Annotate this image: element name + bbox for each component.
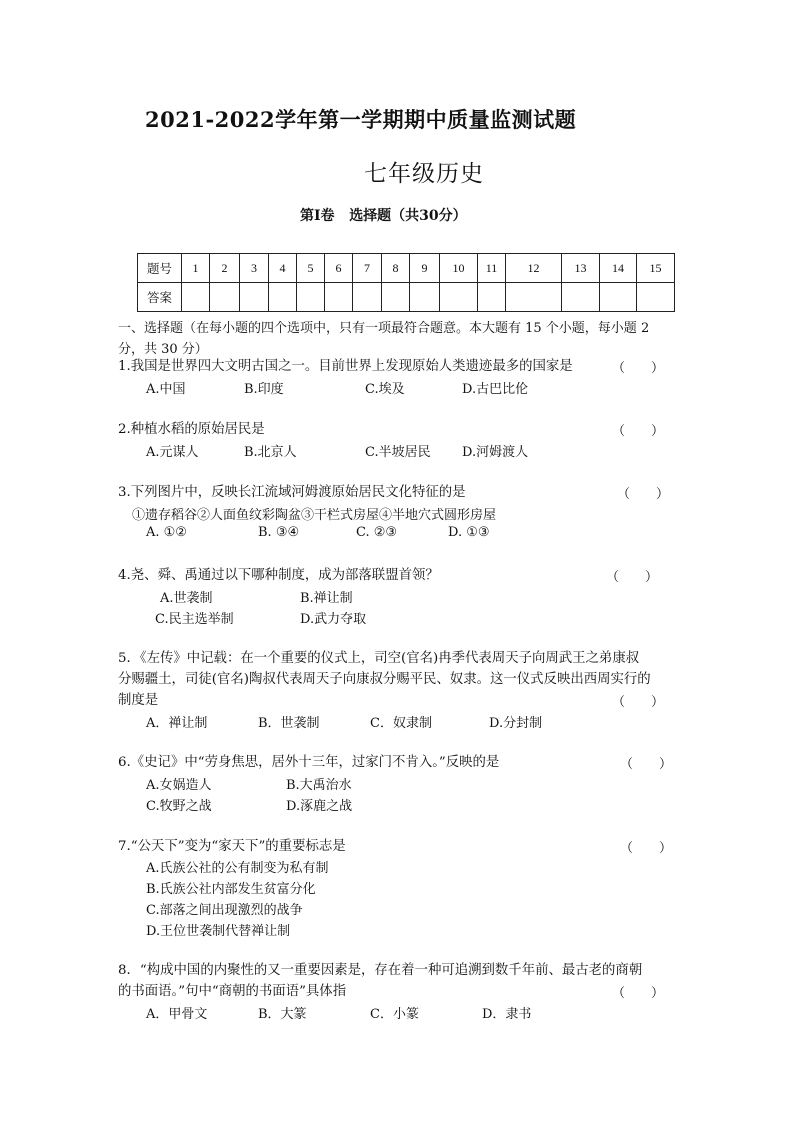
question-3-items: ①遗存稻谷②人面鱼纹彩陶盆③干栏式房屋④半地穴式圆形房屋	[132, 508, 497, 523]
option-b[interactable]: B．世袭制	[258, 716, 320, 731]
option-b[interactable]: B. ③④	[258, 525, 300, 540]
question-number-cell: 1	[182, 254, 210, 283]
answer-blank[interactable]: （ ）	[612, 424, 665, 439]
option-c[interactable]: C．小篆	[370, 1007, 419, 1022]
question-4-stem: 4.尧、舜、禹通过以下哪种制度，成为部落联盟首领？	[118, 568, 439, 583]
question-number-cell: 3	[240, 254, 269, 283]
section-heading	[300, 205, 467, 225]
answer-cell[interactable]	[210, 283, 240, 312]
question-7-stem: 7.“公天下”变为“家天下”的重要标志是	[118, 839, 346, 854]
question-number-cell: 8	[382, 254, 410, 283]
answer-cell[interactable]	[325, 283, 353, 312]
option-a[interactable]: A.世袭制	[160, 591, 213, 606]
question-number-cell: 4	[269, 254, 297, 283]
option-b[interactable]: B.印度	[244, 382, 284, 397]
question-5-stem: 分赐疆土，司徒(官名)陶叔代表周天子向康叔分赐平民、奴隶。这一仪式反映出西周实行的	[118, 672, 651, 687]
answer-cell[interactable]	[297, 283, 325, 312]
question-number-cell: 2	[210, 254, 240, 283]
answer-cell[interactable]	[637, 283, 675, 312]
option-d[interactable]: D.河姆渡人	[462, 445, 529, 460]
answer-cell[interactable]	[353, 283, 382, 312]
answer-cell[interactable]	[440, 283, 478, 312]
answer-grid-number-row	[138, 254, 675, 283]
answer-cell[interactable]	[240, 283, 269, 312]
option-a[interactable]: A.女娲造人	[146, 778, 212, 793]
answer-grid-answer-row	[138, 283, 675, 312]
question-8-stem: 8．“构成中国的内聚性的又一重要因素是，存在着一种可追溯到数千年前、最古老的商朝	[118, 963, 643, 978]
option-d[interactable]: D.分封制	[489, 716, 543, 731]
option-b[interactable]: B.氏族公社内部发生贫富分化	[146, 882, 316, 897]
section-part: 第Ⅰ卷	[300, 208, 335, 224]
option-c[interactable]: C. ②③	[356, 525, 398, 540]
answer-cell[interactable]	[600, 283, 637, 312]
answer-blank[interactable]: （ ）	[612, 695, 665, 710]
question-number-cell: 11	[478, 254, 506, 283]
answer-cell[interactable]	[182, 283, 210, 312]
answer-blank[interactable]: （ ）	[620, 841, 673, 856]
option-c[interactable]: C.民主选举制	[155, 612, 234, 627]
option-c[interactable]: C．奴隶制	[370, 716, 432, 731]
answer-cell[interactable]	[269, 283, 297, 312]
option-d[interactable]: D.古巴比伦	[462, 382, 529, 397]
question-number-cell: 9	[410, 254, 440, 283]
question-number-cell: 15	[637, 254, 675, 283]
question-5-stem: 制度是	[118, 693, 159, 708]
option-a[interactable]: A．禅让制	[146, 716, 208, 731]
answer-blank[interactable]: （ ）	[617, 487, 670, 502]
option-c[interactable]: C.牧野之战	[146, 799, 212, 814]
exam-subtitle: 七年级历史	[364, 161, 484, 187]
option-a[interactable]: A.中国	[146, 382, 186, 397]
option-d[interactable]: D. ①③	[448, 525, 490, 540]
option-d[interactable]: D.涿鹿之战	[286, 799, 353, 814]
option-b[interactable]: B.北京人	[244, 445, 297, 460]
answer-blank[interactable]: （ ）	[612, 986, 665, 1001]
answer-blank[interactable]: （ ）	[620, 757, 673, 772]
option-a[interactable]: A．甲骨文	[146, 1007, 208, 1022]
question-number-cell: 12	[506, 254, 562, 283]
option-d[interactable]: D.武力夺取	[300, 612, 367, 627]
option-a[interactable]: A. ①②	[146, 525, 187, 540]
section-instructions: 一、选择题（在每小题的四个选项中，只有一项最符合题意。本大题有 15 个小题，每小题 2 分，共 30 分）	[118, 321, 650, 357]
option-b[interactable]: B．大篆	[258, 1007, 307, 1022]
answer-grid-row-label: 答案	[138, 283, 182, 312]
answer-grid	[137, 253, 675, 312]
option-d[interactable]: D.王位世袭制代替禅让制	[146, 924, 291, 939]
answer-cell[interactable]	[382, 283, 410, 312]
answer-cell[interactable]	[562, 283, 600, 312]
exam-title: 2021-2022学年第一学期期中质量监测试题	[145, 107, 577, 132]
question-6-stem: 6.《史记》中“劳身焦思，居外十三年，过家门不肯入。”反映的是	[118, 755, 500, 770]
option-c[interactable]: C.埃及	[365, 382, 405, 397]
question-1-stem: 1.我国是世界四大文明古国之一。目前世界上发现原始人类遗迹最多的国家是	[118, 359, 573, 374]
option-b[interactable]: B.大禹治水	[286, 778, 352, 793]
option-a[interactable]: A.元谋人	[146, 445, 199, 460]
option-c[interactable]: C.部落之间出现激烈的战争	[146, 903, 303, 918]
question-3-stem: 3.下列图片中，反映长江流域河姆渡原始居民文化特征的是	[118, 485, 466, 500]
section-title: 选择题（共30分）	[349, 208, 467, 224]
answer-cell[interactable]	[506, 283, 562, 312]
question-8-stem: 的书面语。”句中“商朝的书面语”具体指	[118, 984, 347, 999]
question-number-cell: 13	[562, 254, 600, 283]
answer-grid-row-label: 题号	[138, 254, 182, 283]
question-number-cell: 6	[325, 254, 353, 283]
question-number-cell: 14	[600, 254, 637, 283]
question-number-cell: 10	[440, 254, 478, 283]
question-number-cell: 5	[297, 254, 325, 283]
option-c[interactable]: C.半坡居民	[365, 445, 431, 460]
option-d[interactable]: D．隶书	[482, 1007, 532, 1022]
answer-blank[interactable]: （ ）	[612, 361, 665, 376]
question-number-cell: 7	[353, 254, 382, 283]
question-5-stem: 5．《左传》中记载：在一个重要的仪式上，司空(官名)冉季代表周天子向周武王之弟康叔	[118, 651, 640, 666]
option-a[interactable]: A.氏族公社的公有制变为私有制	[146, 861, 329, 876]
answer-blank[interactable]: （ ）	[606, 570, 659, 585]
answer-cell[interactable]	[410, 283, 440, 312]
question-2-stem: 2.种植水稻的原始居民是	[118, 422, 265, 437]
answer-cell[interactable]	[478, 283, 506, 312]
option-b[interactable]: B.禅让制	[300, 591, 353, 606]
